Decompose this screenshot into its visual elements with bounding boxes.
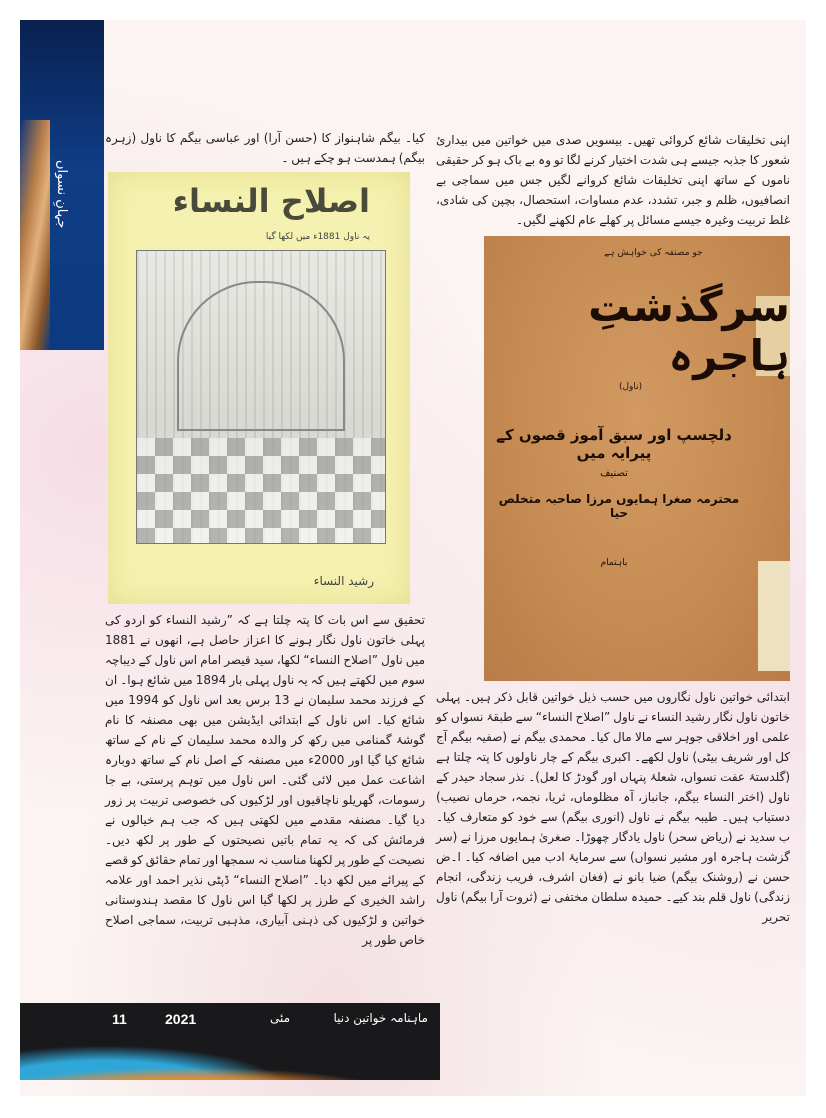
text-line: آج کل اور شریف بیٹی) ناول لکھے۔ اکبری بیگم کے چار ناولوں کا پتہ چلتا xyxy=(436,730,790,764)
illustration-arch xyxy=(177,281,345,431)
cover-illustration xyxy=(136,250,386,544)
cover-author: رشید النساء xyxy=(313,574,374,588)
sarguzasht-hajra-cover-image xyxy=(484,236,790,681)
text-line: ناول (اختر النساء بیگم، جانباز، آہ مظلوماں، ثریا، نجمہ، حرماں نصیب) xyxy=(436,790,790,804)
right-column-intro-text xyxy=(436,130,790,230)
cover-title: اصلاح النساء xyxy=(172,182,370,220)
text-line: گیا۔ مصنفہ مقدمے میں لکھتی ہیں کہ جب ہم خیالوں نے فرمائش کی کہ یہ xyxy=(105,813,425,847)
cover-edge-paper xyxy=(758,561,790,671)
decorative-swoosh xyxy=(20,120,50,350)
text-line: رسومات، گھریلو ناچاقیوں اور لڑکیوں کی خصوصی تربیت پر زور دیا xyxy=(105,793,425,827)
text-line: زندگی) ناول قلم بند کیے۔ حمیدہ سلطان مختفی نے (ثروت آرا بیگم) ناول تحریر xyxy=(436,890,790,924)
text-line: ایڈیشن میں بھی مصنفہ کا نام گوشۂ گمنامی میں رکھ کر والدہ محمد سلیمان کے نام xyxy=(105,713,425,747)
text-line: ابتدائی خواتین ناول نگاروں میں حسب ذیل خواتین قابل ذکر xyxy=(494,690,790,704)
text-line: کے ساتھ اپنی تخلیقات شائع کروانے لگیں جس میں سماجی بے انصافیوں، ظلم xyxy=(436,173,790,207)
section-title: جہانِ نسواں xyxy=(54,160,69,229)
text-line: مسائل پر کھلے عام لکھنے لگیں۔ xyxy=(515,213,671,227)
text-line: خواتین و لڑکیوں کی ذہنی آبیاری، مذہبی تربیت، سماجی اصلاح خاص طور پر xyxy=(105,913,425,947)
left-column-body-text xyxy=(105,610,425,950)
text-line: دوبارہ اشاعت عمل میں لائی گئی۔ اس ناول میں توہم پرستی، بے جا xyxy=(105,753,425,787)
text-line: گزشت ہاجرہ اور مشیر نسواں) سے سرمایۂ ادب میں اضافہ کیا۔ ا۔ض حسن xyxy=(436,850,790,884)
issue-year: 2021 xyxy=(165,1011,197,1027)
text-line: کیا۔ بیگم شاہنواز کا (حسن آرا) اور عباسی بیگم کا ناول (زہرہ بیگم) ہمدست xyxy=(105,131,425,165)
text-line: نے (روشنک بیگم) ضیا بانو نے (فغان اشرف، فریب زندگی، انجام xyxy=(436,870,758,884)
text-line: نذیر احمد اور علامہ راشد الخیری کے طرز پر لکھا گیا اس ناول کا مقصد ہندوستانی xyxy=(105,873,425,907)
text-line: ہو چکے ہیں ۔ xyxy=(281,151,351,165)
text-line: نسواں کو علمی اور اخلاقی جوہر سے مالا مال کیا۔ محمدی بیگم نے (صفیہ بیگم xyxy=(436,710,790,744)
text-line: و جبر، تشدد، عدم مساوات، استحصال، بچپن کی شادی، غلط تربیت وغیرہ جیسے xyxy=(436,193,790,227)
cover-subtitle: یہ ناول 1881ء میں لکھا گیا xyxy=(265,232,370,242)
left-column xyxy=(105,128,425,950)
cover-title: سرگذشتِ ہاجرہ xyxy=(588,282,790,380)
cover-genre: (ناول) xyxy=(619,382,643,392)
cover-description: دلچسپ اور سبق آموز قصوں کے پیرایہ میں xyxy=(496,426,732,462)
cover-publisher: باہتمام xyxy=(600,558,628,568)
right-column-body-text xyxy=(436,687,790,927)
right-column xyxy=(436,130,790,927)
left-column-intro-text xyxy=(105,128,425,168)
text-line: خاتون ناول نگار ہونے کا اعزاز حاصل ہے، انھوں نے 1881 میں ناول xyxy=(105,633,425,667)
text-line: سمجھا اور تمام حقائق کو قصے کے پیرائے میں لکھ دیا۔ ”اصلاح النساء“ ڈپٹی xyxy=(105,853,426,887)
text-line: سدید نے (ریاض سحر) ناول یادگار چھوڑا۔ صغریٰ ہمایوں مرزا نے (سر xyxy=(436,830,776,844)
text-line: تحقیق سے اس بات کا پتہ چلتا ہے کہ ”رشید النساء کو اردو کی پہلی xyxy=(105,613,425,647)
text-line: 13 برس بعد اس ناول کو 1994 میں شائع کیا۔ اس ناول کے ابتدائی xyxy=(105,693,425,727)
issue-month: مئی xyxy=(270,1011,291,1025)
text-line: ہے (گلدستۂ عفت نسواں، شعلۂ پنہاں اور گودڑ کا لعل)۔ نذر سجاد حیدر کے xyxy=(436,750,790,784)
text-line: تمام باتیں نصیحتوں کے طور پر لکھ دیں۔ نصیحت کے طور پر لکھنا مناسب نہ xyxy=(105,833,425,867)
magazine-name: ماہنامہ خواتین دنیا xyxy=(333,1011,428,1025)
section-banner xyxy=(20,20,104,350)
cover-by-label: تصنیف xyxy=(600,468,628,479)
text-line: کہ یہ ناول پہلی بار 1894 میں شائع ہوا۔ ان کے فرزند محمد سلیمان نے xyxy=(105,673,425,707)
page-footer xyxy=(20,1003,440,1080)
cover-author: محترمہ صغرا ہمایوں مرزا صاحبہ متخلص حیا xyxy=(498,492,740,520)
islah-un-nisa-cover-image xyxy=(108,172,410,604)
text-line: شعور کا جذبہ جیسے ہی شدت اختیار کرنے لگا تو وہ بے باک ہو کر حقیقی ناموں xyxy=(436,153,790,187)
illustration-checkered-floor xyxy=(137,438,385,543)
text-line: ہیں۔ پہلی خاتون ناول نگار رشید النساء نے ناول ”اصلاح النساء“ سے طبقۂ xyxy=(436,690,790,724)
page-number: 11 xyxy=(112,1011,127,1027)
cover-top-note: جو مصنفہ کی خواہش ہے xyxy=(604,248,703,258)
text-line: دستیاب ہیں۔ طیبہ بیگم نے ناول (انوری بیگم) سے خود کو متعارف کیا۔ ب xyxy=(436,810,790,844)
text-line: ”اصلاح النساء“ لکھا، سید قیصر امام اس ناول کے دیباچہ سوم میں لکھتے ہیں xyxy=(105,653,425,687)
text-line: کے ساتھ شائع کیا گیا اور 2000ء میں مصنفہ کے اصل نام کے ساتھ xyxy=(105,733,425,767)
text-line: اپنی تخلیقات شائع کروائی تھیں۔ بیسویں صدی میں خواتین میں بیداریٔ xyxy=(436,133,790,147)
